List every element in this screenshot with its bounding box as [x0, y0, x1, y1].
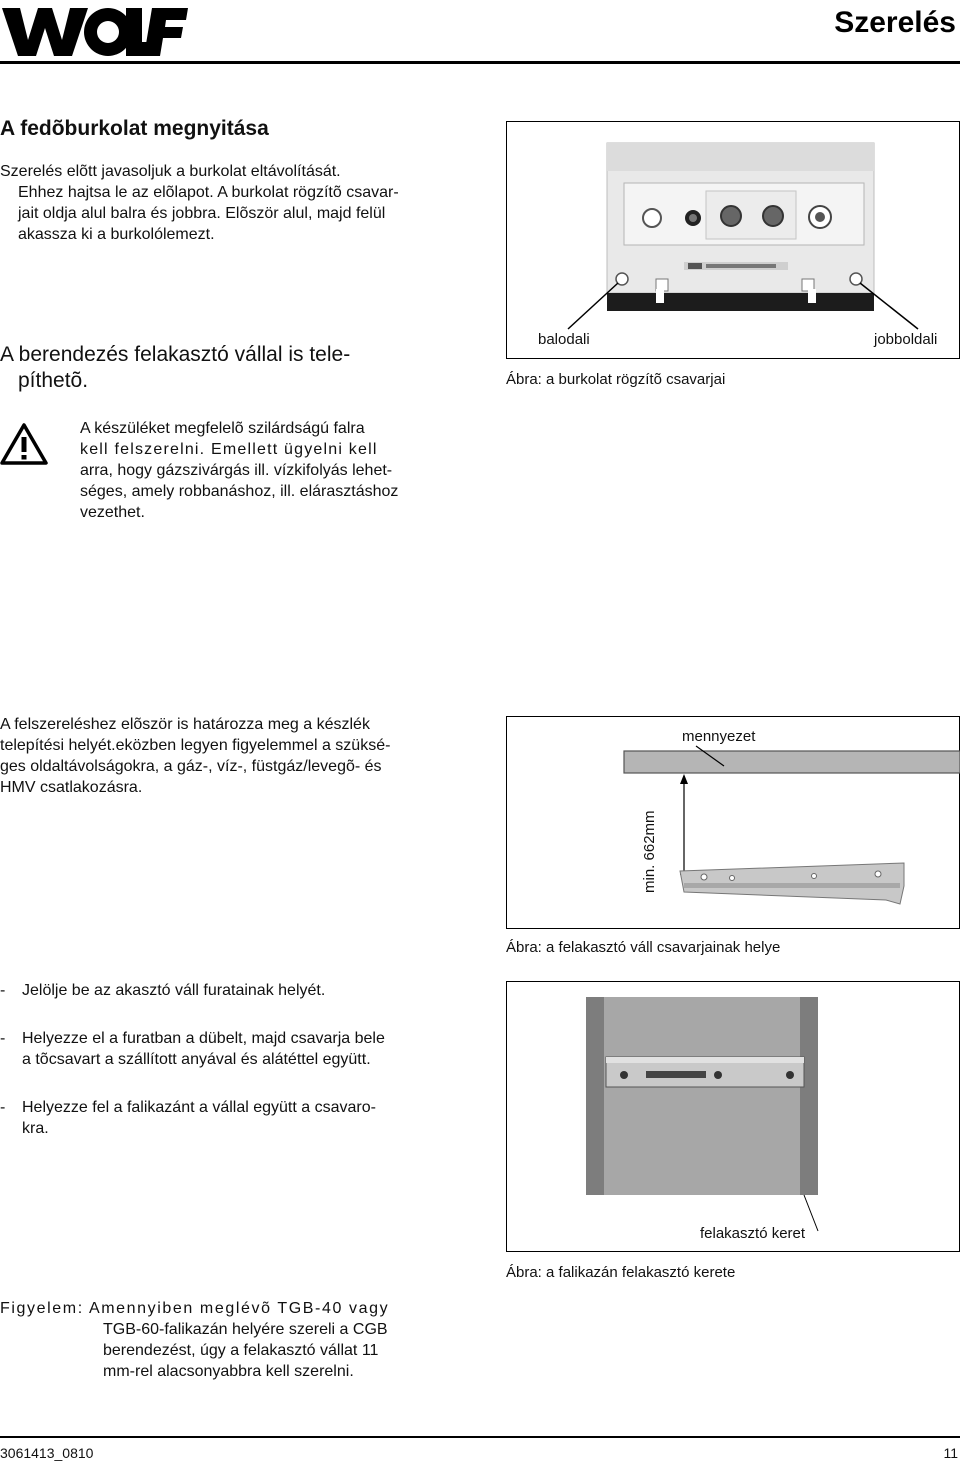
header-divider [0, 61, 960, 64]
section-heading-cover: A fedõburkolat megnyitása [0, 117, 269, 140]
wolf-logo [0, 2, 192, 60]
step-dash: - [0, 1030, 6, 1047]
text-line: arra, hogy gázszivárgás ill. vízkifolyás lehet- [80, 462, 393, 479]
figure-caption-ceiling-distance: Ábra: a felakasztó váll csavarjainak helye [506, 939, 781, 956]
text-line: ges oldaltávolságokra, a gáz-, víz-, füstgáz/levegõ- és [0, 758, 382, 775]
text-line: HMV csatlakozásra. [0, 779, 143, 796]
boiler-panel-illustration [506, 121, 960, 359]
text-line: A készüléket megfelelõ szilárdságú falra [80, 420, 365, 437]
section-heading-bracket [0, 342, 350, 394]
text-line: vezethet. [80, 504, 145, 521]
installation-location-text [0, 714, 460, 798]
footer-divider [0, 1436, 960, 1438]
text-line: telepítési helyét.eközben legyen figyelemmel a szüksé- [0, 737, 391, 754]
text-line: a tõcsavart a szállított anyával és alátéttel együtt. [22, 1051, 371, 1068]
text-line: Helyezze fel a falikazánt a vállal együtt a csavaro- [22, 1099, 376, 1116]
text-line: akassza ki a burkolólemezt. [18, 226, 215, 243]
note-block [0, 1298, 470, 1382]
page-title: Szerelés [834, 6, 956, 39]
text-line: kra. [22, 1120, 49, 1137]
text-line: Amennyiben meglévõ TGB-40 vagy [88, 1300, 390, 1317]
label-left-screw: balodali [538, 331, 590, 348]
warning-icon [0, 422, 48, 466]
text-line: A felszereléshez elõször is határozza meg a készlék [0, 716, 370, 733]
text-line: Ehhez hajtsa le az elõlapot. A burkolat rögzítõ csavar- [18, 184, 399, 201]
heading-line: A berendezés felakasztó vállal is tele- [0, 343, 351, 366]
note-first-line [0, 1298, 470, 1319]
text-line: jait oldja alul balra és jobbra. Elõször alul, majd felül [18, 205, 386, 222]
installation-steps [0, 980, 470, 1139]
ceiling-distance-illustration [506, 716, 960, 929]
figure-caption-mounting-frame: Ábra: a falikazán felakasztó kerete [506, 1264, 736, 1281]
text-line: séges, amely robbanáshoz, ill. elárasztáshoz [80, 483, 399, 500]
label-min-distance: min. 662mm [641, 810, 658, 893]
step-item [0, 980, 470, 1001]
text-line: berendezést, úgy a felakasztó vállat 11 [103, 1342, 379, 1359]
text-line: kell felszerelni. Emellett ügyelni kell [80, 441, 378, 458]
label-right-screw: jobboldali [874, 331, 938, 348]
text-line: Helyezze el a furatban a dübelt, majd csavarja bele [22, 1030, 385, 1047]
document-code: 3061413_0810 [0, 1445, 94, 1461]
note-label: Figyelem: [0, 1300, 84, 1317]
text-line: TGB-60-falikazán helyére szereli a CGB [103, 1321, 388, 1338]
cover-instructions [0, 161, 460, 245]
step-item [0, 1028, 470, 1070]
figure-caption-cover-screws: Ábra: a burkolat rögzítõ csavarjai [506, 371, 726, 388]
label-mounting-frame: felakasztó keret [700, 1225, 806, 1242]
heading-line: píthetõ. [18, 369, 89, 392]
label-ceiling: mennyezet [682, 728, 756, 745]
step-dash: - [0, 982, 6, 999]
warning-text [80, 418, 470, 523]
page-number: 11 [943, 1445, 958, 1461]
text-line: mm-rel alacsonyabbra kell szerelni. [103, 1363, 354, 1380]
step-dash: - [0, 1099, 6, 1116]
mounting-frame-illustration [506, 981, 960, 1252]
text-line: Szerelés elõtt javasoljuk a burkolat eltávolítását. [0, 163, 341, 180]
step-item [0, 1097, 470, 1139]
text-line: Jelölje be az akasztó váll furatainak helyét. [22, 982, 326, 999]
